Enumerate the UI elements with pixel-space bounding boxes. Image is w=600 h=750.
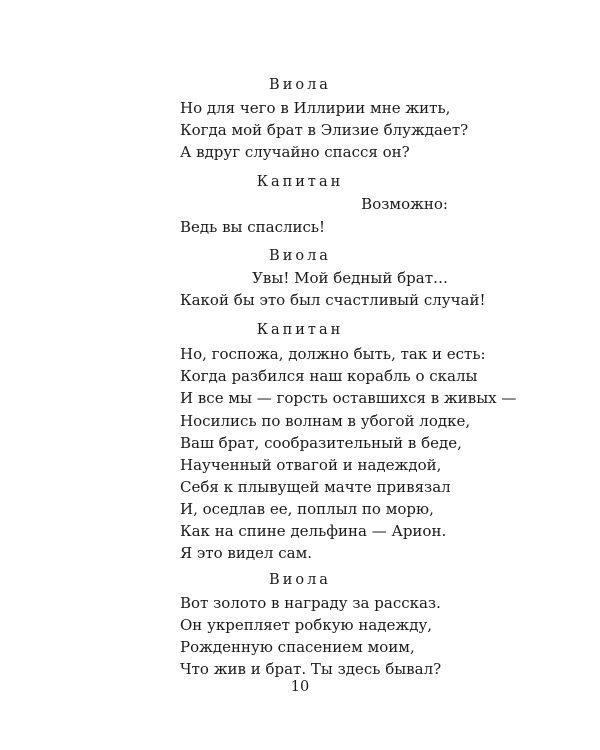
speaker-name: Капитан bbox=[256, 322, 344, 338]
speaker-name: Виола bbox=[269, 77, 331, 93]
verse-line: Наученный отвагой и надеждой, bbox=[180, 456, 442, 474]
verse-line: Себя к плывущей мачте привязал bbox=[180, 478, 451, 496]
verse-line: И все мы — горсть оставшихся в живых — bbox=[180, 389, 517, 407]
verse-line: Ваш брат, сообразительный в беде, bbox=[180, 434, 462, 452]
verse-line: А вдруг случайно спасся он? bbox=[180, 143, 410, 161]
verse-line: Когда мой брат в Элизие блуждает? bbox=[180, 121, 469, 139]
verse-line: Какой бы это был счастливый случай! bbox=[180, 291, 486, 309]
verse-line-indented: Увы! Мой бедный брат… bbox=[252, 269, 448, 287]
verse-line: Я это видел сам. bbox=[180, 544, 313, 562]
speaker-name: Капитан bbox=[256, 174, 344, 190]
verse-line: Ведь вы спаслись! bbox=[180, 218, 326, 236]
verse-line: Он укрепляет робкую надежду, bbox=[180, 616, 433, 634]
verse-line: Вот золото в награду за рассказ. bbox=[180, 594, 441, 612]
verse-line-indented: Возможно: bbox=[361, 195, 448, 213]
verse-line: И, оседлав ее, поплыл по морю, bbox=[180, 500, 434, 518]
speaker-name: Виола bbox=[269, 572, 331, 588]
verse-line: Как на спине дельфина — Арион. bbox=[180, 522, 447, 540]
verse-line: Но, госпожа, должно быть, так и есть: bbox=[180, 345, 486, 363]
page-number: 10 bbox=[290, 679, 310, 695]
verse-line: Носились по волнам в убогой лодке, bbox=[180, 412, 471, 430]
verse-line: Что жив и брат. Ты здесь бывал? bbox=[180, 660, 442, 678]
verse-line: Но для чего в Иллирии мне жить, bbox=[180, 99, 451, 117]
verse-line: Рожденную спасением моим, bbox=[180, 638, 415, 656]
speaker-name: Виола bbox=[269, 248, 331, 264]
verse-line: Когда разбился наш корабль о скалы bbox=[180, 367, 478, 385]
